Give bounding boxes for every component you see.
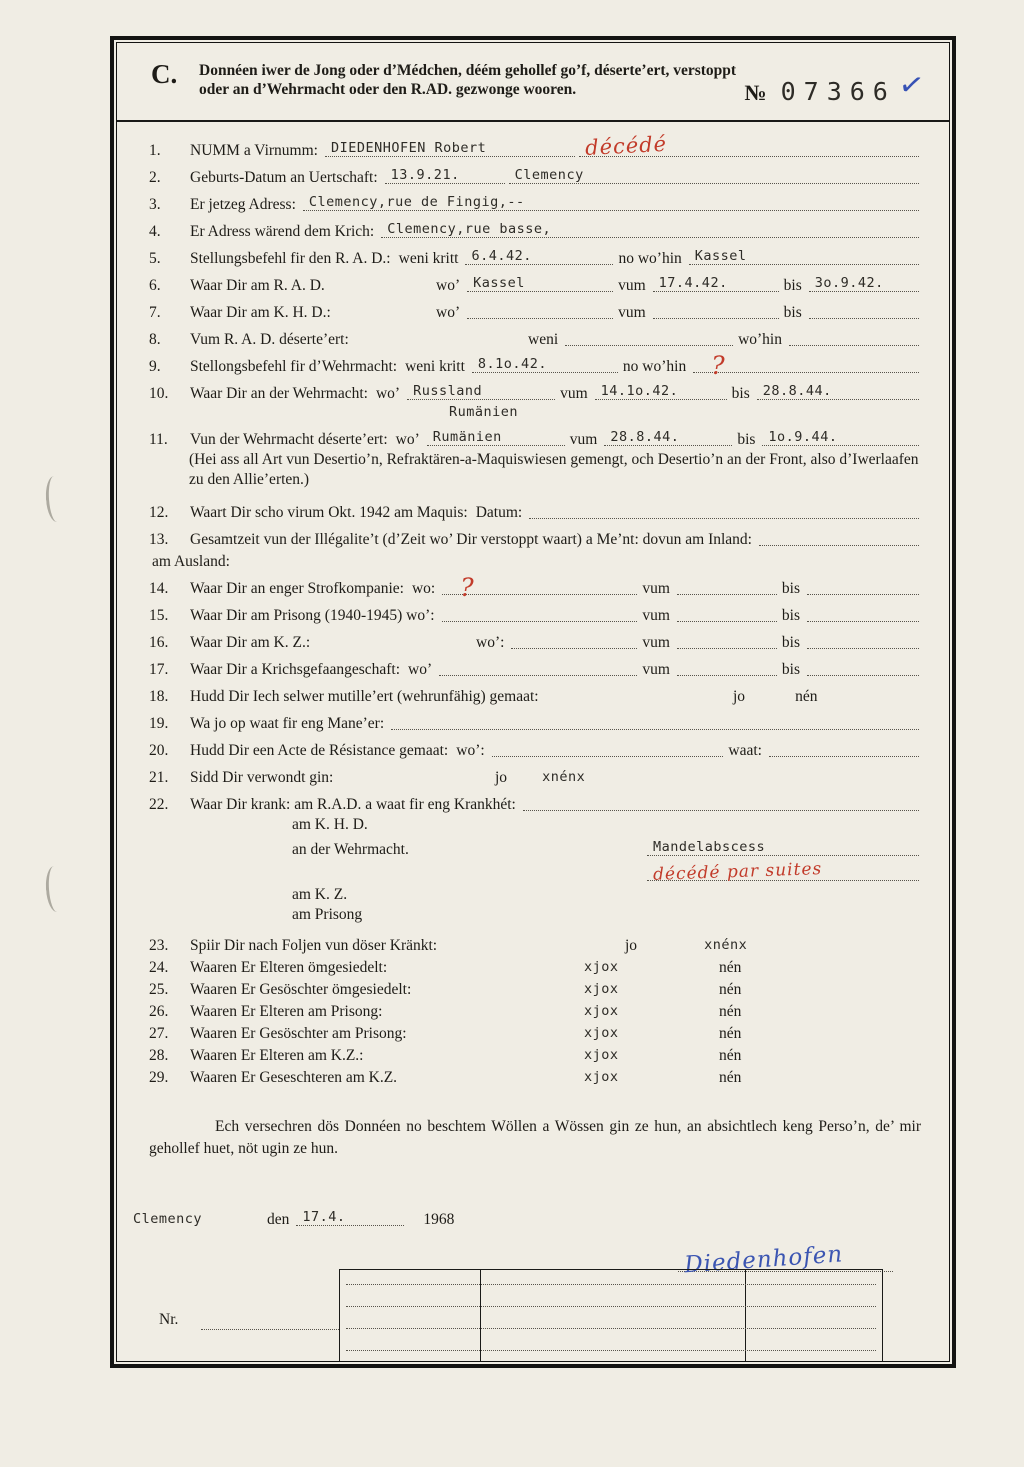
form-label: wo’:	[476, 634, 505, 651]
entry-died-note: décédé par suites	[652, 859, 823, 885]
entry-wehrmacht-place: Russland	[413, 383, 483, 399]
form-label: Waar Dir am K. Z.:	[190, 634, 311, 651]
form-label: vum	[642, 580, 670, 597]
printed-year: 1968	[423, 1211, 455, 1228]
nr-dotted-line[interactable]	[201, 1309, 339, 1330]
dotted-fill-line[interactable]	[523, 790, 919, 811]
form-label: nén	[719, 959, 742, 976]
form-label: Waar Dir a Krichsgefaangeschaft:	[190, 661, 401, 678]
form-row	[149, 1022, 921, 1044]
form-row	[149, 572, 921, 602]
form-label: Waaren Er Elteren am K.Z.:	[190, 1047, 364, 1064]
entry-rumaenien-correction: Rumänien	[449, 404, 519, 420]
dotted-fill-line[interactable]	[529, 498, 919, 519]
form-label: nén	[795, 688, 818, 705]
item-number: 12.	[149, 504, 169, 521]
form-label: jo	[625, 937, 638, 954]
entry-signing-date: 17.4.	[302, 1209, 346, 1225]
form-label: Waart Dir scho virum Okt. 1942 am Maquis:	[190, 504, 468, 521]
form-label: Geburts-Datum an Uertschaft:	[190, 169, 378, 186]
dotted-fill-line[interactable]	[789, 325, 919, 346]
form-row	[149, 188, 921, 215]
form-row	[149, 1066, 921, 1088]
form-row	[149, 377, 921, 404]
entry-wehrmacht-from[interactable]	[595, 379, 727, 400]
form-number: 07366	[780, 77, 896, 106]
item-number: 10.	[149, 385, 169, 402]
form-label: wo’hin	[738, 331, 782, 348]
form-label: Waar Dir am Prisong (1940-1945) wo’:	[190, 607, 435, 624]
number-sign: №	[744, 80, 767, 105]
entry-rad-order-date[interactable]	[465, 244, 613, 265]
form-label: Er jetzeg Adress:	[190, 196, 296, 213]
entry-wehrmacht-place[interactable]	[407, 379, 555, 400]
form-label: Er Adress wärend dem Krich:	[190, 223, 375, 240]
form-row	[149, 550, 921, 572]
dotted-fill-line[interactable]	[807, 574, 919, 595]
entry-rad-to[interactable]	[809, 271, 919, 292]
entry-rad-order-date: 6.4.42.	[471, 248, 532, 264]
form-row	[149, 242, 921, 269]
form-row	[149, 131, 921, 161]
entry-illness: Mandelabscess	[653, 839, 766, 855]
form-label: Waaren Er Gesöschter am Prisong:	[190, 1025, 407, 1042]
crossed-jo: xjox	[584, 1069, 619, 1085]
form-label: wo:	[411, 580, 436, 597]
dotted-fill-line[interactable]	[467, 298, 613, 319]
dotted-fill-line[interactable]	[677, 655, 777, 676]
form-label: Waaren Er Geseschteren am K.Z.	[190, 1069, 398, 1086]
form-label: Waar Dir am K. H. D.:	[190, 304, 331, 321]
entry-wehrmacht-order-date[interactable]	[472, 352, 618, 373]
entry-birthdate: 13.9.21.	[390, 167, 460, 183]
form-row	[149, 885, 921, 905]
form-row	[149, 269, 921, 296]
form-label: wo’	[408, 661, 433, 678]
entry-illness[interactable]	[647, 835, 919, 856]
entry-desertion-from: 28.8.44.	[610, 429, 680, 445]
item-number: 24.	[149, 959, 169, 976]
form-label: nén	[719, 1069, 742, 1086]
form-label: vum	[618, 277, 646, 294]
entry-rad-order-place: Kassel	[694, 248, 747, 264]
dotted-fill-line[interactable]	[653, 298, 779, 319]
entry-name[interactable]	[325, 136, 575, 157]
item-number: 7.	[149, 304, 161, 321]
item-number: 19.	[149, 715, 169, 732]
form-label: weni kritt	[398, 250, 459, 267]
form-row	[149, 599, 921, 626]
table-dotted-row[interactable]	[346, 1306, 876, 1307]
form-frame-inner	[116, 42, 950, 1362]
form-row	[149, 296, 921, 323]
form-label: weni kritt	[405, 358, 465, 375]
entry-question-mark-2[interactable]	[442, 573, 637, 602]
form-row	[149, 761, 921, 788]
entry-birthdate[interactable]	[385, 163, 505, 184]
form-label: wo’	[395, 431, 420, 448]
item-number: 13.	[149, 531, 169, 548]
form-label: Waar Dir krank: am R.A.D. a waat fir eng Krankhét:	[190, 796, 516, 813]
entry-rad-place[interactable]	[467, 271, 613, 292]
entry-name: DIEDENHOFEN Robert	[330, 140, 487, 156]
form-row	[149, 905, 921, 925]
form-label: Sidd Dir verwondt gin:	[190, 769, 334, 786]
entry-decede[interactable]	[579, 131, 919, 161]
dotted-fill-line[interactable]	[391, 709, 919, 730]
form-label: Waaren Er Elteren am Prisong:	[190, 1003, 383, 1020]
form-label: bis	[731, 385, 750, 402]
dotted-fill-line[interactable]	[807, 655, 919, 676]
item-number: 25.	[149, 981, 169, 998]
form-label: Waar Dir an enger Strofkompanie:	[190, 580, 404, 597]
item-number: 11.	[149, 431, 168, 448]
form-row	[149, 161, 921, 188]
form-label: Waar Dir an der Wehrmacht:	[190, 385, 368, 402]
form-label: nén	[719, 981, 742, 998]
form-label: vum	[618, 304, 646, 321]
form-row	[133, 1200, 921, 1230]
form-rows	[117, 122, 949, 1279]
entry-signing-date[interactable]	[296, 1205, 404, 1226]
entry-rad-from: 17.4.42.	[658, 275, 728, 291]
dotted-fill-line[interactable]	[677, 601, 777, 622]
form-label: vum	[642, 634, 670, 651]
item-number: 8.	[149, 331, 161, 348]
form-row	[149, 734, 921, 761]
form-label: nén	[719, 1003, 742, 1020]
header-text: Donnéen iwer de Jong oder d’Médchen, déém gehollef go’f, déserte’ert, verstoppt oder an d’Wehrmacht oder den R.AD. gezwonge wooren.	[199, 62, 737, 98]
entry-desertion-to[interactable]	[762, 425, 919, 446]
nr-label: Nr.	[159, 1311, 179, 1328]
form-row	[149, 1000, 921, 1022]
item-number: 15.	[149, 607, 169, 624]
form-label: Waar Dir am R. A. D.	[190, 277, 325, 294]
form-row	[149, 788, 921, 815]
form-row	[149, 835, 921, 860]
form-row	[149, 956, 921, 978]
item-number: 20.	[149, 742, 169, 759]
dotted-fill-line[interactable]	[492, 736, 724, 757]
item-number: 2.	[149, 169, 161, 186]
punch-hole-mark	[44, 865, 66, 912]
crossed-nen: xnénx	[542, 769, 586, 785]
form-label: no wo’hin	[622, 358, 687, 375]
entry-birthplace[interactable]	[509, 163, 919, 184]
form-row	[149, 523, 921, 550]
dotted-fill-line[interactable]	[807, 601, 919, 622]
dotted-fill-line[interactable]	[769, 736, 919, 757]
entry-wehrmacht-to[interactable]	[757, 379, 919, 400]
dotted-fill-line[interactable]	[809, 298, 919, 319]
punch-hole-mark	[44, 475, 66, 522]
item-number: 17.	[149, 661, 169, 678]
crossed-jo: xjox	[584, 981, 619, 997]
form-row	[149, 404, 921, 423]
form-label: waat:	[728, 742, 762, 759]
section-letter: C.	[151, 59, 178, 89]
form-label: Wa jo op waat fir eng Mane’er:	[190, 715, 385, 732]
affirmation-paragraph	[149, 1116, 921, 1160]
form-row	[149, 350, 921, 380]
entry-birthplace: Clemency	[514, 167, 584, 183]
dotted-fill-line[interactable]	[439, 655, 637, 676]
form-label: wo’:	[456, 742, 485, 759]
form-label: Hudd Dir een Acte de Résistance gemaat:	[190, 742, 449, 759]
entry-rad-to: 3o.9.42.	[814, 275, 884, 291]
entry-question-mark-2: ?	[460, 573, 474, 602]
form-frame	[110, 36, 956, 1368]
form-label: weni	[528, 331, 559, 348]
form-label: Gesamtzeit vun der Illégalite’t (d’Zeit wo’ Dir verstoppt waart) a Me’nt: dovun am Inland:	[190, 531, 752, 548]
form-label: jo	[733, 688, 746, 705]
form-label: bis	[783, 304, 802, 321]
item-number: 3.	[149, 196, 161, 213]
form-label: nén	[719, 1025, 742, 1042]
entry-wehrmacht-to: 28.8.44.	[762, 383, 832, 399]
entry-desertion-from[interactable]	[604, 425, 732, 446]
form-label: Stellungsbefehl fir den R. A. D.:	[190, 250, 391, 267]
entry-war-address: Clemency,rue basse,	[387, 221, 552, 237]
form-number-block	[744, 61, 927, 108]
item-number: 1.	[149, 142, 161, 159]
form-row	[149, 860, 921, 885]
form-label: Stellongsbefehl fir d’Wehrmacht:	[190, 358, 398, 375]
dotted-fill-line[interactable]	[807, 628, 919, 649]
form-label: an der Wehrmacht.	[292, 841, 409, 858]
form-label: Datum:	[475, 504, 523, 521]
entry-signing-place: Clemency	[133, 1211, 203, 1227]
form-row	[149, 626, 921, 653]
form-label: wo’	[375, 385, 401, 402]
item-number: 22.	[149, 796, 169, 813]
entry-desertion-place: Rumänien	[432, 429, 502, 445]
entry-rad-from[interactable]	[653, 271, 779, 292]
crossed-jo: xjox	[584, 1047, 619, 1063]
form-row	[149, 496, 921, 523]
form-row	[149, 653, 921, 680]
item-number: 9.	[149, 358, 161, 375]
form-row	[149, 680, 921, 707]
table-dotted-row[interactable]	[346, 1328, 876, 1329]
form-label: bis	[781, 580, 800, 597]
form-label: no wo’hin	[618, 250, 682, 267]
form-label: Vum R. A. D. déserte’ert:	[190, 331, 349, 348]
item-number: 6.	[149, 277, 161, 294]
affirmation-paragraph-text: Ech versechren dös Donnéen no beschtem Wöllen a Wössen gin ze hun, an absichtlech keng Perso’n, de’ mir gehollef huet, nöt ugin ze hun.	[149, 1118, 921, 1157]
crossed-jo: xjox	[584, 1025, 619, 1041]
item-number: 5.	[149, 250, 161, 267]
item-number: 4.	[149, 223, 161, 240]
entry-rad-order-place[interactable]	[689, 244, 919, 265]
form-label: vum	[642, 607, 670, 624]
dotted-fill-line[interactable]	[759, 525, 919, 546]
form-row	[149, 815, 921, 835]
form-label: bis	[781, 607, 800, 624]
form-label: wo’	[436, 277, 461, 294]
form-label: Waaren Er Elteren ömgesiedelt:	[190, 959, 388, 976]
signature: Diedenhofen	[683, 1241, 845, 1279]
dotted-fill-line[interactable]	[565, 325, 733, 346]
form-row	[149, 929, 921, 956]
form-label: Vun der Wehrmacht déserte’ert:	[190, 431, 388, 448]
entry-died-note[interactable]	[647, 859, 919, 885]
form-label: bis	[781, 634, 800, 651]
item-number: 14.	[149, 580, 169, 597]
form-row	[149, 323, 921, 350]
entry-rad-place: Kassel	[473, 275, 525, 291]
form-label: vum	[560, 385, 588, 402]
form-row	[149, 1044, 921, 1066]
form-label: nén	[719, 1047, 742, 1064]
form-label: bis	[781, 661, 800, 678]
form-label: vum	[569, 431, 598, 448]
entry-address: Clemency,rue de Fingig,--	[308, 194, 525, 210]
desertion-note-text: (Hei ass all Art vun Desertio’n, Refraktären-a-Maquiswiesen gemengt, och Desertio’n an der Front, also d’Iwerlaafen zu den Allie’erten.)	[189, 451, 919, 488]
entry-war-address[interactable]	[381, 217, 919, 238]
form-label: Waaren Er Gesöschter ömgesiedelt:	[190, 981, 412, 998]
form-row	[149, 423, 921, 450]
table-dotted-row[interactable]	[346, 1350, 876, 1351]
entry-question-mark: ?	[711, 351, 725, 380]
form-label: vum	[642, 661, 670, 678]
form-label: Hudd Dir Iech selwer mutille’ert (wehrunfähig) gemaat:	[190, 688, 539, 705]
dotted-fill-line[interactable]	[677, 574, 777, 595]
form-row	[149, 215, 921, 242]
item-number: 16.	[149, 634, 169, 651]
form-label: wo’	[436, 304, 461, 321]
form-header	[117, 43, 949, 122]
label-numm: NUMM a Virnumm:	[190, 142, 318, 159]
item-number: 29.	[149, 1069, 169, 1086]
entry-question-mark[interactable]	[693, 351, 919, 380]
crossed-jo: xjox	[584, 1003, 619, 1019]
entry-desertion-to: 1o.9.44.	[768, 429, 838, 445]
form-row	[149, 978, 921, 1000]
item-number: 23.	[149, 937, 169, 954]
form-label: am Ausland:	[152, 553, 230, 570]
entry-decede: décédé	[584, 131, 668, 161]
dotted-fill-line[interactable]	[677, 628, 777, 649]
form-label: den	[267, 1211, 290, 1228]
crossed-nen-23: xnénx	[704, 937, 748, 953]
dotted-fill-line[interactable]	[442, 601, 638, 622]
form-label: am Prisong	[292, 906, 363, 923]
table-dotted-row[interactable]	[346, 1284, 876, 1285]
item-number: 28.	[149, 1047, 169, 1064]
crossed-jo: xjox	[584, 959, 619, 975]
item-number: 18.	[149, 688, 169, 705]
entry-address[interactable]	[303, 190, 919, 211]
entry-wehrmacht-order-date: 8.1o.42.	[477, 356, 547, 372]
bottom-table	[339, 1269, 883, 1361]
form-label: Spiir Dir nach Foljen vun döser Kränkt:	[190, 937, 438, 954]
entry-desertion-place[interactable]	[427, 425, 565, 446]
desertion-note	[149, 450, 921, 490]
entry-wehrmacht-from: 14.1o.42.	[600, 383, 679, 399]
dotted-fill-line[interactable]	[511, 628, 637, 649]
item-number: 21.	[149, 769, 169, 786]
bottom-table-area	[117, 1269, 949, 1361]
form-label: bis	[783, 277, 802, 294]
form-label: am K. Z.	[292, 886, 348, 903]
check-mark-icon: ✓	[896, 67, 927, 105]
item-number: 27.	[149, 1025, 169, 1042]
form-label: bis	[737, 431, 756, 448]
form-row	[149, 707, 921, 734]
form-label: jo	[495, 769, 508, 786]
form-label: am K. H. D.	[292, 816, 368, 833]
item-number: 26.	[149, 1003, 169, 1020]
